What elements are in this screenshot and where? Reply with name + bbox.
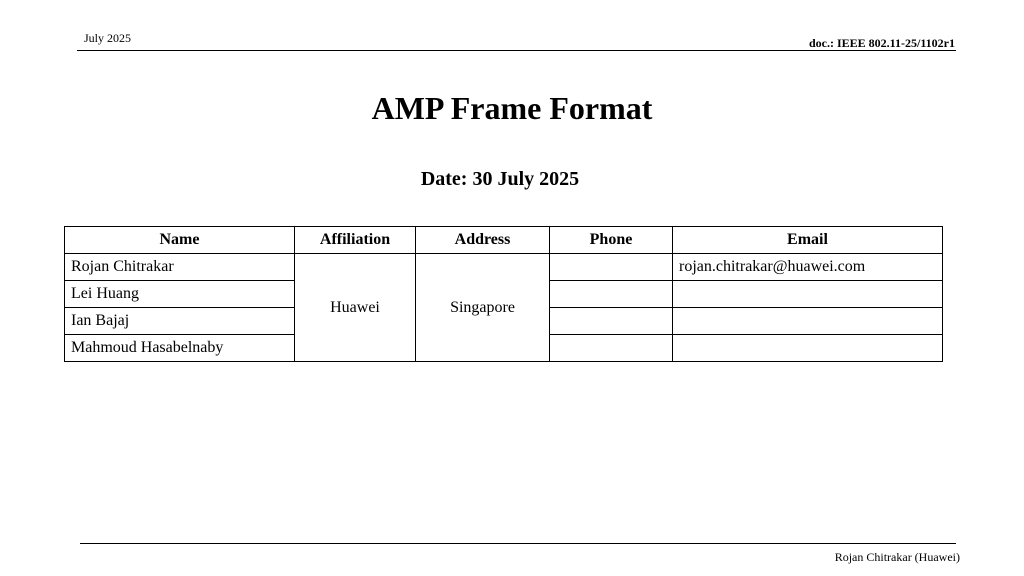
author-phone [550,308,673,335]
author-affiliation: Huawei [295,254,416,362]
author-email: rojan.chitrakar@huawei.com [673,254,943,281]
header-rule [77,50,956,51]
author-name: Rojan Chitrakar [65,254,295,281]
author-email [673,281,943,308]
header-date: July 2025 [84,31,132,45]
author-name: Ian Bajaj [65,308,295,335]
author-phone [550,254,673,281]
column-header-name: Name [65,227,295,254]
author-name: Lei Huang [65,281,295,308]
column-header-affiliation: Affiliation [295,227,416,254]
date-line: Date: 30 July 2025 [420,168,580,190]
column-header-address: Address [416,227,550,254]
author-phone [550,335,673,362]
slide-title: AMP Frame Format [371,90,653,126]
header-doc-id: doc.: IEEE 802.11-25/1102r1 [808,36,955,50]
author-table [64,226,943,362]
table-header-row [65,227,943,254]
author-phone [550,281,673,308]
author-email [673,308,943,335]
author-address: Singapore [416,254,550,362]
column-header-phone: Phone [550,227,673,254]
table-row [65,254,943,281]
author-email [673,335,943,362]
footer-rule [80,543,956,544]
footer-author: Rojan Chitrakar (Huawei) [834,550,960,564]
column-header-email: Email [673,227,943,254]
author-name: Mahmoud Hasabelnaby [65,335,295,362]
